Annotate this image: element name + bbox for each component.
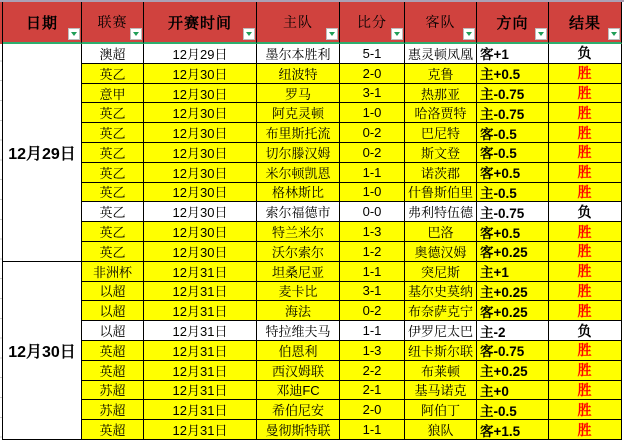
cell-home[interactable]: 曼彻斯特联 bbox=[257, 420, 340, 440]
cell-home[interactable]: 格林斯比 bbox=[257, 183, 340, 203]
cell-result[interactable]: 胜 bbox=[549, 183, 622, 203]
cell-result[interactable]: 负 bbox=[549, 321, 622, 341]
cell-score[interactable]: 1-3 bbox=[340, 222, 405, 242]
cell-home[interactable]: 邓迪FC bbox=[257, 381, 340, 401]
cell-kickoff[interactable]: 12月30日 bbox=[144, 84, 257, 104]
filter-button-kickoff[interactable] bbox=[243, 28, 255, 40]
filter-dropdown-icon bbox=[538, 32, 544, 36]
cell-home[interactable]: 伯恩利 bbox=[257, 341, 340, 361]
cell-score[interactable]: 1-2 bbox=[340, 242, 405, 262]
cell-direction[interactable]: 主+0 bbox=[477, 381, 549, 401]
filter-button-result[interactable] bbox=[608, 28, 620, 40]
cell-kickoff[interactable]: 12月30日 bbox=[144, 222, 257, 242]
cell-away[interactable]: 基尔史莫纳 bbox=[405, 282, 477, 302]
cell-league[interactable]: 英乙 bbox=[82, 242, 144, 262]
cell-result[interactable]: 胜 bbox=[549, 103, 622, 123]
cell-result[interactable]: 胜 bbox=[549, 163, 622, 183]
cell-kickoff[interactable]: 12月31日 bbox=[144, 361, 257, 381]
cell-score[interactable]: 1-1 bbox=[340, 262, 405, 282]
cell-result[interactable]: 负 bbox=[549, 202, 622, 222]
cell-direction[interactable]: 客-0.5 bbox=[477, 123, 549, 143]
cell-result[interactable]: 负 bbox=[549, 44, 622, 64]
cell-league[interactable]: 意甲 bbox=[82, 84, 144, 104]
cell-direction[interactable]: 主+1 bbox=[477, 262, 549, 282]
cell-league[interactable]: 澳超 bbox=[82, 44, 144, 64]
cell-kickoff[interactable]: 12月31日 bbox=[144, 282, 257, 302]
cell-away[interactable]: 伊罗尼太巴 bbox=[405, 321, 477, 341]
cell-score[interactable]: 1-0 bbox=[340, 183, 405, 203]
header-label-league: 联赛 bbox=[97, 14, 128, 30]
filter-button-date[interactable] bbox=[68, 28, 80, 40]
cell-result[interactable]: 胜 bbox=[549, 64, 622, 84]
cell-home[interactable]: 索尔福德市 bbox=[257, 202, 340, 222]
cell-league[interactable]: 英乙 bbox=[82, 222, 144, 242]
cell-score[interactable]: 2-0 bbox=[340, 400, 405, 420]
cell-kickoff[interactable]: 12月30日 bbox=[144, 183, 257, 203]
cell-kickoff[interactable]: 12月31日 bbox=[144, 400, 257, 420]
cell-away[interactable]: 巴尼特 bbox=[405, 123, 477, 143]
filter-dropdown-icon bbox=[246, 32, 252, 36]
cell-result[interactable]: 胜 bbox=[549, 341, 622, 361]
cell-home[interactable]: 特兰米尔 bbox=[257, 222, 340, 242]
cell-home[interactable]: 沃尔索尔 bbox=[257, 242, 340, 262]
cell-kickoff[interactable]: 12月30日 bbox=[144, 123, 257, 143]
filter-dropdown-icon bbox=[133, 32, 139, 36]
cell-kickoff[interactable]: 12月30日 bbox=[144, 242, 257, 262]
cell-result[interactable]: 胜 bbox=[549, 301, 622, 321]
cell-kickoff[interactable]: 12月31日 bbox=[144, 262, 257, 282]
cell-score[interactable]: 3-1 bbox=[340, 282, 405, 302]
cell-direction[interactable]: 客+0.25 bbox=[477, 242, 549, 262]
cell-score[interactable]: 3-1 bbox=[340, 84, 405, 104]
cell-score[interactable]: 0-2 bbox=[340, 123, 405, 143]
cell-league[interactable]: 英超 bbox=[82, 341, 144, 361]
cell-score[interactable]: 0-2 bbox=[340, 301, 405, 321]
cell-league[interactable]: 英乙 bbox=[82, 103, 144, 123]
header-label-result: 结果 bbox=[568, 14, 601, 32]
cell-away[interactable]: 狼队 bbox=[405, 420, 477, 440]
cell-home[interactable]: 布里斯托流 bbox=[257, 123, 340, 143]
cell-result[interactable]: 胜 bbox=[549, 222, 622, 242]
cell-away[interactable]: 哈洛贾特 bbox=[405, 103, 477, 123]
cell-direction[interactable]: 客+0.25 bbox=[477, 301, 549, 321]
cell-direction[interactable]: 客+1 bbox=[477, 44, 549, 64]
header-cell-result bbox=[549, 2, 622, 44]
header-cell-date bbox=[3, 2, 82, 44]
cell-away[interactable]: 布奈萨克宁 bbox=[405, 301, 477, 321]
cell-result[interactable]: 胜 bbox=[549, 361, 622, 381]
cell-league[interactable]: 英乙 bbox=[82, 143, 144, 163]
cell-score[interactable]: 1-1 bbox=[340, 163, 405, 183]
cell-kickoff[interactable]: 12月30日 bbox=[144, 103, 257, 123]
cell-direction[interactable]: 客+1.5 bbox=[477, 420, 549, 440]
cell-league[interactable]: 英乙 bbox=[82, 202, 144, 222]
cell-league[interactable]: 英乙 bbox=[82, 163, 144, 183]
cell-score[interactable]: 1-1 bbox=[340, 321, 405, 341]
cell-league[interactable]: 以超 bbox=[82, 301, 144, 321]
spreadsheet-table bbox=[2, 2, 622, 440]
cell-score[interactable]: 2-2 bbox=[340, 361, 405, 381]
cell-away[interactable]: 巴洛 bbox=[405, 222, 477, 242]
cell-result[interactable]: 胜 bbox=[549, 143, 622, 163]
cell-kickoff[interactable]: 12月30日 bbox=[144, 64, 257, 84]
filter-dropdown-icon bbox=[466, 32, 472, 36]
cell-kickoff[interactable]: 12月31日 bbox=[144, 321, 257, 341]
cell-home[interactable]: 米尔顿凯恩 bbox=[257, 163, 340, 183]
cell-away[interactable]: 什鲁斯伯里 bbox=[405, 183, 477, 203]
filter-dropdown-icon bbox=[71, 32, 77, 36]
cell-league[interactable]: 以超 bbox=[82, 321, 144, 341]
header-label-score: 比分 bbox=[357, 14, 387, 30]
cell-home[interactable]: 阿克灵顿 bbox=[257, 103, 340, 123]
filter-dropdown-icon bbox=[329, 32, 335, 36]
header-label-date: 日期 bbox=[25, 14, 58, 32]
filter-button-away[interactable] bbox=[463, 28, 475, 40]
cell-direction[interactable]: 客-0.75 bbox=[477, 341, 549, 361]
header-label-kickoff: 开赛时间 bbox=[167, 14, 232, 32]
header-cell-league bbox=[82, 2, 144, 44]
cell-league[interactable]: 英超 bbox=[82, 420, 144, 440]
cell-direction[interactable]: 主-0.75 bbox=[477, 103, 549, 123]
cell-result[interactable]: 胜 bbox=[549, 381, 622, 401]
cell-kickoff[interactable]: 12月31日 bbox=[144, 301, 257, 321]
cell-direction[interactable]: 主-0.75 bbox=[477, 84, 549, 104]
cell-direction[interactable]: 主-0.5 bbox=[477, 183, 549, 203]
cell-direction[interactable]: 主-0.75 bbox=[477, 202, 549, 222]
cell-away[interactable]: 纽卡斯尔联 bbox=[405, 341, 477, 361]
cell-result[interactable]: 胜 bbox=[549, 242, 622, 262]
cell-result[interactable]: 胜 bbox=[549, 123, 622, 143]
header-cell-home bbox=[257, 2, 340, 44]
cell-score[interactable]: 1-1 bbox=[340, 420, 405, 440]
cell-away[interactable]: 基马诺克 bbox=[405, 381, 477, 401]
header-label-away: 客队 bbox=[425, 14, 456, 30]
cell-league[interactable]: 以超 bbox=[82, 282, 144, 302]
cell-score[interactable]: 0-2 bbox=[340, 143, 405, 163]
cell-away[interactable]: 热那亚 bbox=[405, 84, 477, 104]
cell-direction[interactable]: 客-0.5 bbox=[477, 143, 549, 163]
cell-kickoff[interactable]: 12月31日 bbox=[144, 381, 257, 401]
cell-kickoff[interactable]: 12月31日 bbox=[144, 420, 257, 440]
cell-league[interactable]: 英乙 bbox=[82, 183, 144, 203]
cell-league[interactable]: 英乙 bbox=[82, 123, 144, 143]
cell-direction[interactable]: 主+0.5 bbox=[477, 64, 549, 84]
cell-home[interactable]: 希伯尼安 bbox=[257, 400, 340, 420]
filter-button-score[interactable] bbox=[391, 28, 403, 40]
cell-direction[interactable]: 客+0.5 bbox=[477, 222, 549, 242]
cell-kickoff[interactable]: 12月29日 bbox=[144, 44, 257, 64]
cell-league[interactable]: 英乙 bbox=[82, 64, 144, 84]
header-label-direction: 方向 bbox=[496, 14, 529, 32]
filter-dropdown-icon bbox=[394, 32, 400, 36]
cell-away[interactable]: 奥德汉姆 bbox=[405, 242, 477, 262]
cell-score[interactable]: 2-0 bbox=[340, 64, 405, 84]
cell-score[interactable]: 1-0 bbox=[340, 103, 405, 123]
cell-direction[interactable]: 主+0.25 bbox=[477, 282, 549, 302]
cell-kickoff[interactable]: 12月30日 bbox=[144, 143, 257, 163]
cell-home[interactable]: 海法 bbox=[257, 301, 340, 321]
header-label-home: 主队 bbox=[283, 14, 313, 30]
cell-away[interactable]: 弗利特伍德 bbox=[405, 202, 477, 222]
date-group-cell[interactable]: 12月29日 bbox=[3, 44, 82, 262]
cell-league[interactable]: 苏超 bbox=[82, 400, 144, 420]
cell-home[interactable]: 纽波特 bbox=[257, 64, 340, 84]
cell-league[interactable]: 苏超 bbox=[82, 381, 144, 401]
cell-direction[interactable]: 主-0.5 bbox=[477, 400, 549, 420]
cell-away[interactable]: 克鲁 bbox=[405, 64, 477, 84]
cell-result[interactable]: 胜 bbox=[549, 420, 622, 440]
filter-dropdown-icon bbox=[611, 32, 617, 36]
cell-home[interactable]: 切尔滕汉姆 bbox=[257, 143, 340, 163]
cell-score[interactable]: 2-1 bbox=[340, 381, 405, 401]
cell-home[interactable]: 西汉姆联 bbox=[257, 361, 340, 381]
filter-button-home[interactable] bbox=[326, 28, 338, 40]
filter-button-league[interactable] bbox=[130, 28, 142, 40]
cell-score[interactable]: 0-0 bbox=[340, 202, 405, 222]
cell-away[interactable]: 阿伯丁 bbox=[405, 400, 477, 420]
cell-home[interactable]: 墨尔本胜利 bbox=[257, 44, 340, 64]
cell-away[interactable]: 惠灵顿凤凰 bbox=[405, 44, 477, 64]
cell-result[interactable]: 胜 bbox=[549, 84, 622, 104]
cell-score[interactable]: 5-1 bbox=[340, 44, 405, 64]
cell-home[interactable]: 罗马 bbox=[257, 84, 340, 104]
cell-result[interactable]: 胜 bbox=[549, 282, 622, 302]
cell-score[interactable]: 1-3 bbox=[340, 341, 405, 361]
cell-direction[interactable]: 客+0.5 bbox=[477, 163, 549, 183]
cell-direction[interactable]: 主-2 bbox=[477, 321, 549, 341]
cell-league[interactable]: 非洲杯 bbox=[82, 262, 144, 282]
filter-button-direction[interactable] bbox=[535, 28, 547, 40]
header-cell-kickoff bbox=[144, 2, 257, 44]
cell-kickoff[interactable]: 12月30日 bbox=[144, 202, 257, 222]
cell-kickoff[interactable]: 12月30日 bbox=[144, 163, 257, 183]
cell-away[interactable]: 诺茨郡 bbox=[405, 163, 477, 183]
cell-result[interactable]: 胜 bbox=[549, 400, 622, 420]
cell-away[interactable]: 突尼斯 bbox=[405, 262, 477, 282]
cell-league[interactable]: 英超 bbox=[82, 361, 144, 381]
cell-direction[interactable]: 主+0.25 bbox=[477, 361, 549, 381]
date-group-cell[interactable]: 12月30日 bbox=[3, 262, 82, 440]
cell-home[interactable]: 麦卡比 bbox=[257, 282, 340, 302]
cell-away[interactable]: 布莱顿 bbox=[405, 361, 477, 381]
cell-home[interactable]: 坦桑尼亚 bbox=[257, 262, 340, 282]
header-cell-direction bbox=[477, 2, 549, 44]
cell-kickoff[interactable]: 12月31日 bbox=[144, 341, 257, 361]
cell-result[interactable]: 胜 bbox=[549, 262, 622, 282]
header-cell-away bbox=[405, 2, 477, 44]
cell-home[interactable]: 特拉维夫马 bbox=[257, 321, 340, 341]
header-cell-score bbox=[340, 2, 405, 44]
cell-away[interactable]: 斯文登 bbox=[405, 143, 477, 163]
